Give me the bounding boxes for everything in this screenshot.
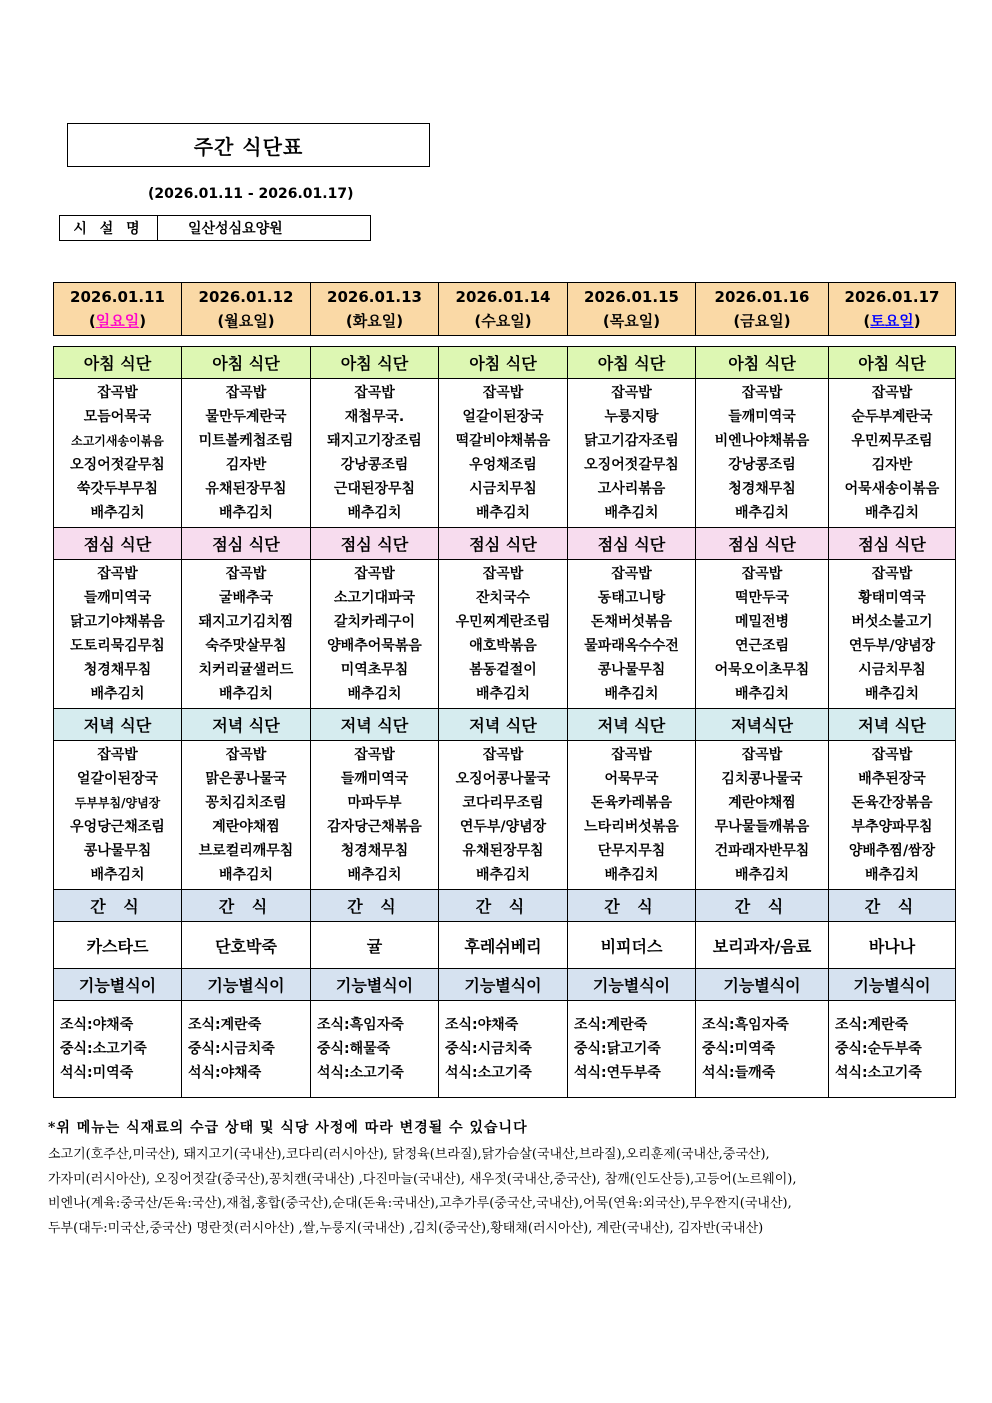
origin-list [48, 1143, 948, 1241]
dinner-menu-cell [182, 741, 311, 890]
menu-item: 들깨미역국 [83, 590, 152, 606]
breakfast-label: 아침 식단 [696, 347, 829, 379]
functional-diet-item: 석식:들깨죽 [702, 1065, 776, 1081]
breakfast-menu-cell [568, 379, 696, 528]
menu-item: 돈육카레볶음 [590, 795, 673, 811]
day-weekday: 토요일 [870, 312, 914, 330]
menu-item: 모듬어묵국 [83, 409, 152, 425]
day-date: 2026.01.16 [714, 288, 810, 306]
page-title: 주간 식단표 [67, 123, 430, 167]
functional-diet-cell [54, 1001, 182, 1098]
snack-label: 간 식 [182, 890, 311, 922]
menu-item: 들깨미역국 [340, 771, 409, 787]
functional-diet-items-row [54, 1001, 956, 1098]
day-weekday: 수요일 [481, 312, 525, 330]
functional-diet-item: 중식:닭고기죽 [574, 1041, 661, 1057]
menu-item: 잔치국수 [475, 590, 531, 606]
functional-diet-cell [182, 1001, 311, 1098]
menu-item: 닭고기야채볶음 [70, 614, 165, 630]
snack-item: 후레쉬베리 [439, 922, 568, 969]
day-paren-close: ) [139, 312, 147, 330]
menu-item: 유채된장무침 [462, 843, 544, 859]
lunch-label: 점심 식단 [182, 528, 311, 560]
menu-item: 돈채버섯볶음 [590, 614, 673, 630]
menu-item: 잡곡밥 [482, 385, 524, 401]
menu-item: 계란야채찜 [728, 795, 796, 811]
functional-diet-item: 중식:시금치죽 [188, 1041, 275, 1057]
day-header [829, 283, 956, 336]
menu-item: 갈치카레구이 [333, 614, 416, 630]
menu-item: 도토리묵김무침 [70, 638, 165, 654]
lunch-label: 점심 식단 [568, 528, 696, 560]
menu-item: 배추김치 [218, 867, 274, 883]
menu-item: 꽁치김치조림 [205, 795, 287, 811]
menu-item: 배추김치 [90, 686, 145, 702]
menu-item: 마파두부 [347, 795, 402, 811]
lunch-menu-cell [439, 560, 568, 709]
menu-item: 잡곡밥 [741, 566, 783, 582]
snack-label: 간 식 [696, 890, 829, 922]
dinner-menu-cell [696, 741, 829, 890]
lunch-label: 점심 식단 [696, 528, 829, 560]
day-paren-open: ( [602, 312, 610, 330]
menu-item: 시금치무침 [858, 662, 926, 678]
menu-item: 배추김치 [604, 686, 659, 702]
menu-item: 잡곡밥 [871, 747, 913, 763]
menu-item: 배추김치 [475, 505, 531, 521]
day-weekday-line [439, 309, 567, 333]
functional-diet-cell [439, 1001, 568, 1098]
menu-item: 배추김치 [604, 505, 659, 521]
origin-line: 두부(대두:미국산,중국산) 명란젓(러시아산) ,쌀,누룽지(국내산) ,김치(중국산),황태채(러시아산), 계란(국내산), 김자반(국내산) [48, 1220, 764, 1236]
menu-item: 잡곡밥 [741, 385, 783, 401]
menu-item: 시금치무침 [469, 481, 537, 497]
menu-item: 잡곡밥 [354, 747, 395, 763]
menu-item: 단무지무침 [597, 843, 666, 859]
snack-item: 귤 [311, 922, 439, 969]
day-paren-close: ) [267, 312, 275, 330]
dinner-label: 저녁 식단 [311, 709, 439, 741]
lunch-menu-cell [568, 560, 696, 709]
functional-diet-item: 석식:야채죽 [188, 1065, 262, 1081]
menu-item: 근대된장무침 [333, 481, 416, 497]
menu-item: 배추김치 [864, 686, 920, 702]
menu-item: 배추김치 [864, 505, 920, 521]
functional-diet-label: 기능별식이 [829, 969, 956, 1001]
menu-item: 잡곡밥 [741, 747, 783, 763]
menu-item: 잡곡밥 [482, 747, 524, 763]
menu-item: 돼지고기장조림 [327, 433, 422, 449]
menu-item: 어묵새송이볶음 [844, 481, 940, 497]
menu-item: 우민찌무조림 [851, 433, 933, 449]
day-header [311, 283, 439, 336]
day-weekday-line [311, 309, 438, 333]
menu-item: 배추김치 [347, 686, 402, 702]
lunch-menu-cell [311, 560, 439, 709]
day-paren-open: ( [863, 312, 871, 330]
breakfast-menu-cell [829, 379, 956, 528]
menu-item: 미트볼케첩조림 [198, 433, 294, 449]
functional-diet-label: 기능별식이 [54, 969, 182, 1001]
functional-diet-item: 석식:미역죽 [60, 1065, 134, 1081]
snack-label: 간 식 [568, 890, 696, 922]
menu-item: 양배추찜/쌈장 [848, 843, 936, 859]
lunch-label: 점심 식단 [829, 528, 956, 560]
menu-item: 고사리볶음 [597, 481, 666, 497]
menu-item: 배추김치 [475, 686, 531, 702]
menu-item: 배추김치 [864, 867, 920, 883]
menu-item: 닭고기감자조림 [584, 433, 679, 449]
functional-diet-item: 중식:해물죽 [317, 1041, 391, 1057]
menu-item: 배추김치 [734, 867, 790, 883]
menu-item: 소고기새송이볶음 [71, 434, 164, 448]
menu-item: 미역초무침 [340, 662, 409, 678]
menu-item: 떡갈비야채볶음 [455, 433, 551, 449]
menu-item: 배추김치 [475, 867, 531, 883]
dinner-menu-cell [54, 741, 182, 890]
menu-item: 맑은콩나물국 [205, 771, 287, 787]
menu-item: 브로컬리깨무침 [198, 843, 294, 859]
menu-item: 숙주맛살무침 [205, 638, 287, 654]
lunch-label: 점심 식단 [311, 528, 439, 560]
menu-item: 배추김치 [604, 867, 659, 883]
snack-label: 간 식 [311, 890, 439, 922]
day-header [439, 283, 568, 336]
breakfast-header-row [54, 347, 956, 379]
lunch-label: 점심 식단 [439, 528, 568, 560]
menu-item: 잡곡밥 [871, 566, 913, 582]
day-weekday: 화요일 [352, 312, 397, 330]
menu-item: 콩나물무침 [83, 843, 152, 859]
day-paren-open: ( [345, 312, 353, 330]
snack-item: 보리과자/음료 [696, 922, 829, 969]
functional-diet-item: 중식:시금치죽 [445, 1041, 532, 1057]
day-weekday: 금요일 [740, 312, 784, 330]
menu-item: 잡곡밥 [354, 385, 395, 401]
day-header [696, 283, 829, 336]
facility-box [59, 215, 371, 241]
origin-line: 소고기(호주산,미국산), 돼지고기(국내산),코다리(러시아산), 닭정육(브라질),닭가슴살(국내산,브라질),오리훈제(국내산,중국산), [48, 1147, 770, 1162]
day-header [182, 283, 311, 336]
functional-diet-cell [568, 1001, 696, 1098]
menu-item: 배추된장국 [858, 771, 926, 787]
dinner-label: 저녁 식단 [439, 709, 568, 741]
menu-item: 오징어젓갈무침 [584, 457, 679, 473]
day-weekday: 일요일 [95, 312, 140, 330]
menu-item: 버섯소불고기 [851, 614, 933, 630]
lunch-menu-cell [54, 560, 182, 709]
menu-item: 굴배추국 [218, 590, 274, 606]
menu-item: 느타리버섯볶음 [584, 819, 679, 835]
snack-item: 비피더스 [568, 922, 696, 969]
day-weekday: 월요일 [224, 312, 268, 330]
menu-item: 봄동겉절이 [469, 662, 537, 678]
menu-item: 쑥갓두부무침 [76, 481, 159, 497]
functional-diet-label: 기능별식이 [439, 969, 568, 1001]
menu-item: 어묵오이초무침 [714, 662, 810, 678]
lunch-items-row [54, 560, 956, 709]
facility-name: 일산성심요양원 [188, 221, 283, 237]
menu-item: 잡곡밥 [871, 385, 913, 401]
menu-item: 잡곡밥 [225, 385, 267, 401]
menu-item: 재첩무국. [344, 409, 405, 425]
breakfast-label: 아침 식단 [182, 347, 311, 379]
menu-item: 건파래자반무침 [714, 843, 810, 859]
day-weekday-line [182, 309, 310, 333]
menu-item: 얼갈이된장국 [76, 771, 159, 787]
menu-item: 청경채무침 [83, 662, 152, 678]
notes [48, 1117, 948, 1241]
menu-item: 잡곡밥 [611, 747, 652, 763]
dinner-label: 저녁 식단 [54, 709, 182, 741]
menu-item: 잡곡밥 [97, 747, 138, 763]
lunch-menu-cell [696, 560, 829, 709]
dinner-label: 저녁 식단 [182, 709, 311, 741]
breakfast-items-row [54, 379, 956, 528]
dinner-menu-cell [439, 741, 568, 890]
day-weekday-line [54, 309, 181, 333]
menu-item: 잡곡밥 [354, 566, 395, 582]
menu-item: 무나물들깨볶음 [714, 819, 810, 835]
date-header-table [53, 282, 956, 336]
menu-item: 오징어젓갈무침 [70, 457, 165, 473]
menu-item: 메밀전병 [734, 614, 790, 630]
menu-item: 잡곡밥 [225, 566, 267, 582]
menu-item: 우민찌계란조림 [455, 614, 551, 630]
menu-item: 떡만두국 [734, 590, 790, 606]
menu-item: 배추김치 [734, 686, 790, 702]
functional-diet-label: 기능별식이 [568, 969, 696, 1001]
day-paren-open: ( [88, 312, 96, 330]
breakfast-menu-cell [439, 379, 568, 528]
period-range: (2026.01.11 - 2026.01.17) [148, 186, 354, 202]
functional-diet-item: 조식:계란죽 [188, 1017, 262, 1033]
breakfast-label: 아침 식단 [439, 347, 568, 379]
day-date: 2026.01.17 [844, 288, 940, 306]
menu-item: 잡곡밥 [97, 385, 138, 401]
day-date: 2026.01.15 [584, 288, 679, 306]
day-header [54, 283, 182, 336]
menu-item: 잡곡밥 [225, 747, 267, 763]
menu-item: 우엉당근채조림 [70, 819, 165, 835]
menu-item: 코다리무조림 [462, 795, 544, 811]
lunch-menu-cell [182, 560, 311, 709]
day-paren-close: ) [913, 312, 921, 330]
menu-item: 순두부계란국 [851, 409, 933, 425]
menu-item: 연두부/양념장 [459, 819, 547, 835]
menu-table [53, 346, 956, 1098]
menu-item: 김자반 [871, 457, 913, 473]
menu-item: 계란야채찜 [212, 819, 280, 835]
menu-item: 오징어콩나물국 [455, 771, 551, 787]
functional-diet-label: 기능별식이 [696, 969, 829, 1001]
day-weekday: 목요일 [609, 312, 654, 330]
menu-item: 강낭콩조림 [340, 457, 409, 473]
dinner-menu-cell [568, 741, 696, 890]
dinner-header-row [54, 709, 956, 741]
menu-item: 부추양파무침 [851, 819, 933, 835]
snack-item: 바나나 [829, 922, 956, 969]
functional-diet-item: 조식:계란죽 [835, 1017, 909, 1033]
functional-diet-item: 조식:야채죽 [445, 1017, 519, 1033]
menu-item: 누룽지탕 [604, 409, 659, 425]
functional-diet-item: 중식:소고기죽 [60, 1041, 147, 1057]
menu-item: 연두부/양념장 [848, 638, 936, 654]
functional-diet-label: 기능별식이 [311, 969, 439, 1001]
menu-item: 청경채무침 [340, 843, 409, 859]
menu-item: 배추김치 [218, 505, 274, 521]
snack-label: 간 식 [439, 890, 568, 922]
functional-diet-item: 조식:흑임자죽 [702, 1017, 789, 1033]
breakfast-label: 아침 식단 [54, 347, 182, 379]
origin-line: 비엔나(계육:중국산/돈육:국산),재첩,홍합(중국산),순대(돈육:국내산),고추가루(중국산,국내산),어묵(연육:외국산),무우짠지(국내산), [48, 1196, 792, 1211]
menu-item: 배추김치 [347, 505, 402, 521]
menu-item: 배추김치 [90, 867, 145, 883]
day-date: 2026.01.11 [70, 288, 165, 306]
functional-diet-cell [829, 1001, 956, 1098]
day-paren-open: ( [733, 312, 741, 330]
menu-item: 돈육간장볶음 [851, 795, 933, 811]
functional-diet-item: 석식:소고기죽 [317, 1065, 404, 1081]
breakfast-menu-cell [182, 379, 311, 528]
menu-item: 유채된장무침 [205, 481, 287, 497]
menu-item: 콩나물무침 [597, 662, 666, 678]
breakfast-label: 아침 식단 [311, 347, 439, 379]
functional-diet-cell [311, 1001, 439, 1098]
day-paren-open: ( [217, 312, 225, 330]
menu-item: 잡곡밥 [611, 566, 652, 582]
day-weekday-line [829, 309, 955, 333]
menu-item: 김자반 [225, 457, 267, 473]
dinner-label: 저녁 식단 [829, 709, 956, 741]
menu-item: 소고기대파국 [333, 590, 416, 606]
breakfast-menu-cell [54, 379, 182, 528]
menu-item: 양배추어묵볶음 [327, 638, 422, 654]
menu-item: 배추김치 [90, 505, 145, 521]
menu-item: 들깨미역국 [728, 409, 796, 425]
functional-diet-cell [696, 1001, 829, 1098]
menu-item: 동태고니탕 [597, 590, 666, 606]
menu-item: 어묵무국 [604, 771, 659, 787]
day-paren-close: ) [396, 312, 404, 330]
snack-header-row [54, 890, 956, 922]
notes-main: *위 메뉴는 식재료의 수급 상태 및 식당 사정에 따라 변경될 수 있습니다 [48, 1120, 528, 1136]
menu-item: 김치콩나물국 [721, 771, 803, 787]
menu-item: 강낭콩조림 [728, 457, 796, 473]
day-paren-close: ) [783, 312, 791, 330]
dinner-items-row [54, 741, 956, 890]
menu-item: 비엔나야채볶음 [714, 433, 810, 449]
facility-label: 시 설 명 [60, 216, 158, 240]
snack-item: 카스타드 [54, 922, 182, 969]
day-date: 2026.01.12 [198, 288, 294, 306]
dinner-menu-cell [311, 741, 439, 890]
menu-item: 배추김치 [218, 686, 274, 702]
origin-line: 가자미(러시아산), 오징어젓갈(중국산),꽁치캔(국내산) ,다진마늘(국내산), 새우젓(국내산,중국산), 참깨(인도산등),고등어(노르웨이), [48, 1171, 797, 1187]
functional-diet-item: 조식:계란죽 [574, 1017, 648, 1033]
day-weekday-line [696, 309, 828, 333]
snack-label: 간 식 [54, 890, 182, 922]
functional-diet-header-row [54, 969, 956, 1001]
dinner-menu-cell [829, 741, 956, 890]
day-header [568, 283, 696, 336]
menu-item: 잡곡밥 [611, 385, 652, 401]
lunch-label: 점심 식단 [54, 528, 182, 560]
functional-diet-item: 중식:순두부죽 [835, 1041, 922, 1057]
functional-diet-label: 기능별식이 [182, 969, 311, 1001]
menu-item: 감자당근채볶음 [327, 819, 422, 835]
functional-diet-item: 석식:소고기죽 [445, 1065, 532, 1081]
day-date: 2026.01.13 [327, 288, 422, 306]
functional-diet-item: 조식:흑임자죽 [317, 1017, 404, 1033]
menu-item: 물만두계란국 [205, 409, 287, 425]
menu-item: 잡곡밥 [482, 566, 524, 582]
menu-item: 청경채무침 [728, 481, 796, 497]
functional-diet-item: 중식:미역죽 [702, 1041, 776, 1057]
menu-item: 치커리귤샐러드 [198, 662, 294, 678]
functional-diet-item: 조식:야채죽 [60, 1017, 134, 1033]
breakfast-menu-cell [696, 379, 829, 528]
snack-items-row [54, 922, 956, 969]
functional-diet-item: 석식:소고기죽 [835, 1065, 922, 1081]
dinner-label: 저녁 식단 [568, 709, 696, 741]
menu-item: 연근조림 [734, 638, 790, 654]
menu-item: 얼갈이된장국 [462, 409, 544, 425]
day-date: 2026.01.14 [455, 288, 551, 306]
menu-item: 돼지고기김치찜 [198, 614, 294, 630]
menu-item: 배추김치 [734, 505, 790, 521]
day-paren-close: ) [524, 312, 532, 330]
day-paren-close: ) [653, 312, 661, 330]
breakfast-menu-cell [311, 379, 439, 528]
snack-label: 간 식 [829, 890, 956, 922]
menu-item: 잡곡밥 [97, 566, 138, 582]
menu-item: 두부부침/양념장 [74, 796, 161, 810]
menu-item: 우엉채조림 [469, 457, 537, 473]
menu-item: 애호박볶음 [469, 638, 537, 654]
menu-item: 물파래옥수수전 [584, 638, 679, 654]
menu-item: 배추김치 [347, 867, 402, 883]
lunch-menu-cell [829, 560, 956, 709]
breakfast-label: 아침 식단 [829, 347, 956, 379]
day-weekday-line [568, 309, 695, 333]
snack-item: 단호박죽 [182, 922, 311, 969]
breakfast-label: 아침 식단 [568, 347, 696, 379]
day-paren-open: ( [474, 312, 482, 330]
lunch-header-row [54, 528, 956, 560]
functional-diet-item: 석식:연두부죽 [574, 1065, 661, 1081]
menu-item: 황태미역국 [858, 590, 926, 606]
dinner-label: 저녁식단 [696, 709, 829, 741]
